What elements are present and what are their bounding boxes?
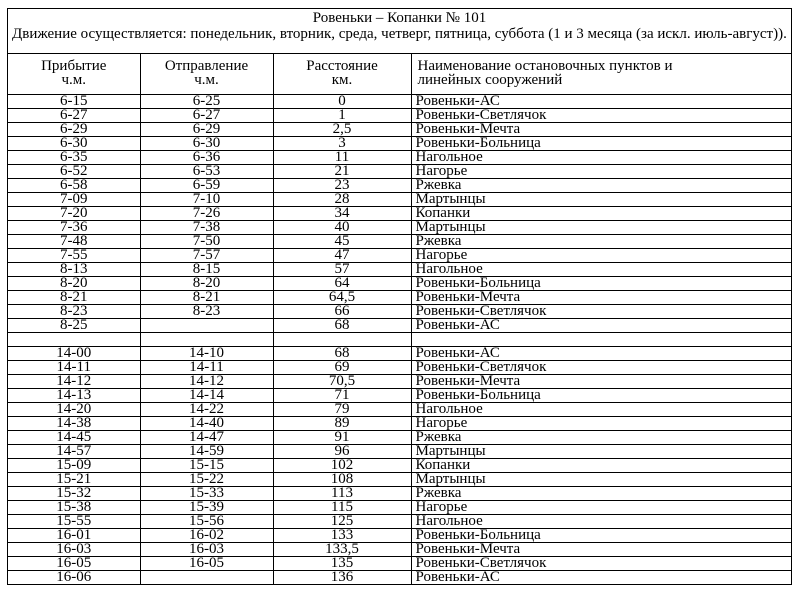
- stop-name-cell: Ровеньки-АС: [411, 346, 791, 360]
- arrival-time-cell: [8, 332, 140, 346]
- distance-cell: 0: [273, 94, 411, 108]
- stop-name-cell: Нагорье: [411, 500, 791, 514]
- distance-cell: 23: [273, 178, 411, 192]
- arrival-time-cell: 6-30: [8, 136, 140, 150]
- departure-time-cell: 14-14: [140, 388, 273, 402]
- distance-cell: 68: [273, 318, 411, 332]
- table-row: [8, 514, 791, 528]
- departure-time-cell: 6-30: [140, 136, 273, 150]
- arrival-time-cell: 16-03: [8, 542, 140, 556]
- table-row: [8, 234, 791, 248]
- table-row: [8, 94, 791, 108]
- distance-cell: 28: [273, 192, 411, 206]
- stop-name-cell: Мартынцы: [411, 444, 791, 458]
- arrival-time-cell: 15-09: [8, 458, 140, 472]
- column-header-unit: ч.м.: [194, 72, 219, 88]
- departure-time-cell: 6-53: [140, 164, 273, 178]
- arrival-time-cell: 7-20: [8, 206, 140, 220]
- distance-cell: 133: [273, 528, 411, 542]
- column-header-unit: км.: [331, 72, 353, 88]
- arrival-time-cell: 6-29: [8, 122, 140, 136]
- departure-time-cell: 8-15: [140, 262, 273, 276]
- distance-cell: 133,5: [273, 542, 411, 556]
- distance-cell: 125: [273, 514, 411, 528]
- distance-cell: 34: [273, 206, 411, 220]
- distance-cell: 66: [273, 304, 411, 318]
- column-header-label-cont: линейных сооружений: [417, 72, 563, 88]
- arrival-time-cell: 7-48: [8, 234, 140, 248]
- distance-cell: 1: [273, 108, 411, 122]
- arrival-time-cell: 15-21: [8, 472, 140, 486]
- table-row: [8, 458, 791, 472]
- stop-name-cell: Ровеньки-Больница: [411, 276, 791, 290]
- table-row: [8, 444, 791, 458]
- table-row: [8, 528, 791, 542]
- operating-days-note: Движение осуществляется: понедельник, вторник, среда, четверг, пятница, суббота (1 и 3 месяца (за искл. июль-август)).: [12, 26, 787, 42]
- departure-time-cell: [140, 570, 273, 584]
- table-row: [8, 248, 791, 262]
- table-row: [8, 542, 791, 556]
- departure-time-cell: 14-12: [140, 374, 273, 388]
- departure-time-cell: [140, 332, 273, 346]
- stop-name-cell: Ровеньки-Светлячок: [411, 304, 791, 318]
- table-row: [8, 192, 791, 206]
- departure-time-cell: 8-20: [140, 276, 273, 290]
- table-header-row: [8, 54, 791, 94]
- stop-name-cell: Нагольное: [411, 514, 791, 528]
- column-header-departure: [140, 54, 273, 94]
- distance-cell: 2,5: [273, 122, 411, 136]
- arrival-time-cell: 6-27: [8, 108, 140, 122]
- departure-time-cell: 6-27: [140, 108, 273, 122]
- column-header-label: Расстояние: [306, 58, 378, 74]
- departure-time-cell: 7-10: [140, 192, 273, 206]
- distance-cell: 91: [273, 430, 411, 444]
- column-header-label: Отправление: [164, 58, 249, 74]
- stop-name-cell: Ровеньки-Больница: [411, 528, 791, 542]
- arrival-time-cell: 7-09: [8, 192, 140, 206]
- distance-cell: 108: [273, 472, 411, 486]
- table-row: [8, 206, 791, 220]
- departure-time-cell: 14-40: [140, 416, 273, 430]
- arrival-time-cell: 6-35: [8, 150, 140, 164]
- stop-name-cell: Нагорье: [411, 248, 791, 262]
- distance-cell: 64: [273, 276, 411, 290]
- table-row: [8, 570, 791, 584]
- stop-name-cell: Ровеньки-Мечта: [411, 374, 791, 388]
- distance-cell: 3: [273, 136, 411, 150]
- arrival-time-cell: 15-32: [8, 486, 140, 500]
- arrival-time-cell: 14-57: [8, 444, 140, 458]
- stop-name-cell: Ржевка: [411, 430, 791, 444]
- table-row: [8, 332, 791, 346]
- table-row: [8, 150, 791, 164]
- departure-time-cell: 16-02: [140, 528, 273, 542]
- arrival-time-cell: 16-01: [8, 528, 140, 542]
- departure-time-cell: 6-25: [140, 94, 273, 108]
- table-row: [8, 374, 791, 388]
- stop-name-cell: Ровеньки-АС: [411, 570, 791, 584]
- table-row: [8, 276, 791, 290]
- departure-time-cell: 15-22: [140, 472, 273, 486]
- arrival-time-cell: 6-52: [8, 164, 140, 178]
- distance-cell: 102: [273, 458, 411, 472]
- distance-cell: 47: [273, 248, 411, 262]
- distance-cell: 69: [273, 360, 411, 374]
- table-row: [8, 556, 791, 570]
- table-row: [8, 388, 791, 402]
- arrival-time-cell: 6-15: [8, 94, 140, 108]
- stop-name-cell: Мартынцы: [411, 472, 791, 486]
- stop-name-cell: Копанки: [411, 206, 791, 220]
- column-header-arrival: [8, 54, 140, 94]
- schedule-table: [8, 54, 791, 584]
- distance-cell: 68: [273, 346, 411, 360]
- distance-cell: 21: [273, 164, 411, 178]
- stop-name-cell: Ровеньки-Светлячок: [411, 360, 791, 374]
- stop-name-cell: Мартынцы: [411, 220, 791, 234]
- table-row: [8, 430, 791, 444]
- column-header-label: Прибытие: [41, 58, 107, 74]
- departure-time-cell: 7-38: [140, 220, 273, 234]
- arrival-time-cell: 14-20: [8, 402, 140, 416]
- distance-cell: 113: [273, 486, 411, 500]
- arrival-time-cell: 7-55: [8, 248, 140, 262]
- arrival-time-cell: 8-23: [8, 304, 140, 318]
- departure-time-cell: 14-47: [140, 430, 273, 444]
- stop-name-cell: Копанки: [411, 458, 791, 472]
- departure-time-cell: 7-50: [140, 234, 273, 248]
- table-row: [8, 122, 791, 136]
- column-header-label: Наименование остановочных пунктов и: [417, 58, 673, 74]
- table-row: [8, 416, 791, 430]
- distance-cell: 64,5: [273, 290, 411, 304]
- departure-time-cell: 14-10: [140, 346, 273, 360]
- departure-time-cell: 6-36: [140, 150, 273, 164]
- distance-cell: 115: [273, 500, 411, 514]
- arrival-time-cell: 14-11: [8, 360, 140, 374]
- table-row: [8, 402, 791, 416]
- distance-cell: 135: [273, 556, 411, 570]
- departure-time-cell: 7-57: [140, 248, 273, 262]
- stop-name-cell: Нагорье: [411, 164, 791, 178]
- table-row: [8, 262, 791, 276]
- distance-cell: 96: [273, 444, 411, 458]
- distance-cell: 57: [273, 262, 411, 276]
- table-row: [8, 304, 791, 318]
- departure-time-cell: 15-56: [140, 514, 273, 528]
- departure-time-cell: 16-03: [140, 542, 273, 556]
- table-row: [8, 178, 791, 192]
- table-row: [8, 472, 791, 486]
- stop-name-cell: Ровеньки-Светлячок: [411, 556, 791, 570]
- distance-cell: 70,5: [273, 374, 411, 388]
- departure-time-cell: 14-11: [140, 360, 273, 374]
- arrival-time-cell: 14-38: [8, 416, 140, 430]
- arrival-time-cell: 16-05: [8, 556, 140, 570]
- arrival-time-cell: 14-45: [8, 430, 140, 444]
- departure-time-cell: 14-22: [140, 402, 273, 416]
- stop-name-cell: Ровеньки-Мечта: [411, 290, 791, 304]
- departure-time-cell: 8-21: [140, 290, 273, 304]
- stop-name-cell: Ровеньки-Мечта: [411, 542, 791, 556]
- distance-cell: 79: [273, 402, 411, 416]
- distance-cell: 11: [273, 150, 411, 164]
- schedule-rows: [8, 94, 791, 584]
- arrival-time-cell: 15-55: [8, 514, 140, 528]
- arrival-time-cell: 7-36: [8, 220, 140, 234]
- distance-cell: 89: [273, 416, 411, 430]
- arrival-time-cell: 15-38: [8, 500, 140, 514]
- stop-name-cell: Нагольное: [411, 150, 791, 164]
- stop-name-cell: Нагорье: [411, 416, 791, 430]
- schedule-document: [7, 8, 792, 585]
- stop-name-cell: Ржевка: [411, 486, 791, 500]
- arrival-time-cell: 16-06: [8, 570, 140, 584]
- departure-time-cell: [140, 318, 273, 332]
- stop-name-cell: Ровеньки-АС: [411, 94, 791, 108]
- table-row: [8, 346, 791, 360]
- arrival-time-cell: 8-25: [8, 318, 140, 332]
- column-header-unit: ч.м.: [61, 72, 87, 88]
- column-header-distance: [273, 54, 411, 94]
- stop-name-cell: Ровеньки-Мечта: [411, 122, 791, 136]
- arrival-time-cell: 14-13: [8, 388, 140, 402]
- arrival-time-cell: 8-21: [8, 290, 140, 304]
- table-row: [8, 500, 791, 514]
- distance-cell: 40: [273, 220, 411, 234]
- arrival-time-cell: 6-58: [8, 178, 140, 192]
- stop-name-cell: Ровеньки-Больница: [411, 136, 791, 150]
- table-row: [8, 360, 791, 374]
- stop-name-cell: Ржевка: [411, 234, 791, 248]
- stop-name-cell: Нагольное: [411, 402, 791, 416]
- arrival-time-cell: 8-13: [8, 262, 140, 276]
- departure-time-cell: 8-23: [140, 304, 273, 318]
- stop-name-cell: Ровеньки-Светлячок: [411, 108, 791, 122]
- departure-time-cell: 15-33: [140, 486, 273, 500]
- arrival-time-cell: 14-12: [8, 374, 140, 388]
- table-row: [8, 164, 791, 178]
- departure-time-cell: 15-39: [140, 500, 273, 514]
- arrival-time-cell: 14-00: [8, 346, 140, 360]
- departure-time-cell: 15-15: [140, 458, 273, 472]
- column-header-stop-name: [411, 54, 791, 94]
- departure-time-cell: 6-29: [140, 122, 273, 136]
- distance-cell: [273, 332, 411, 346]
- distance-cell: 136: [273, 570, 411, 584]
- stop-name-cell: Нагольное: [411, 262, 791, 276]
- distance-cell: 45: [273, 234, 411, 248]
- stop-name-cell: Мартынцы: [411, 192, 791, 206]
- table-row: [8, 290, 791, 304]
- stop-name-cell: Ровеньки-Больница: [411, 388, 791, 402]
- departure-time-cell: 14-59: [140, 444, 273, 458]
- table-row: [8, 486, 791, 500]
- table-row: [8, 220, 791, 234]
- table-row: [8, 108, 791, 122]
- table-row: [8, 318, 791, 332]
- arrival-time-cell: 8-20: [8, 276, 140, 290]
- departure-time-cell: 6-59: [140, 178, 273, 192]
- route-title: Ровеньки – Копанки № 101: [312, 10, 487, 26]
- departure-time-cell: 7-26: [140, 206, 273, 220]
- departure-time-cell: 16-05: [140, 556, 273, 570]
- table-row: [8, 136, 791, 150]
- stop-name-cell: Ржевка: [411, 178, 791, 192]
- stop-name-cell: [411, 332, 791, 346]
- stop-name-cell: Ровеньки-АС: [411, 318, 791, 332]
- distance-cell: 71: [273, 388, 411, 402]
- schedule-header: [8, 9, 791, 54]
